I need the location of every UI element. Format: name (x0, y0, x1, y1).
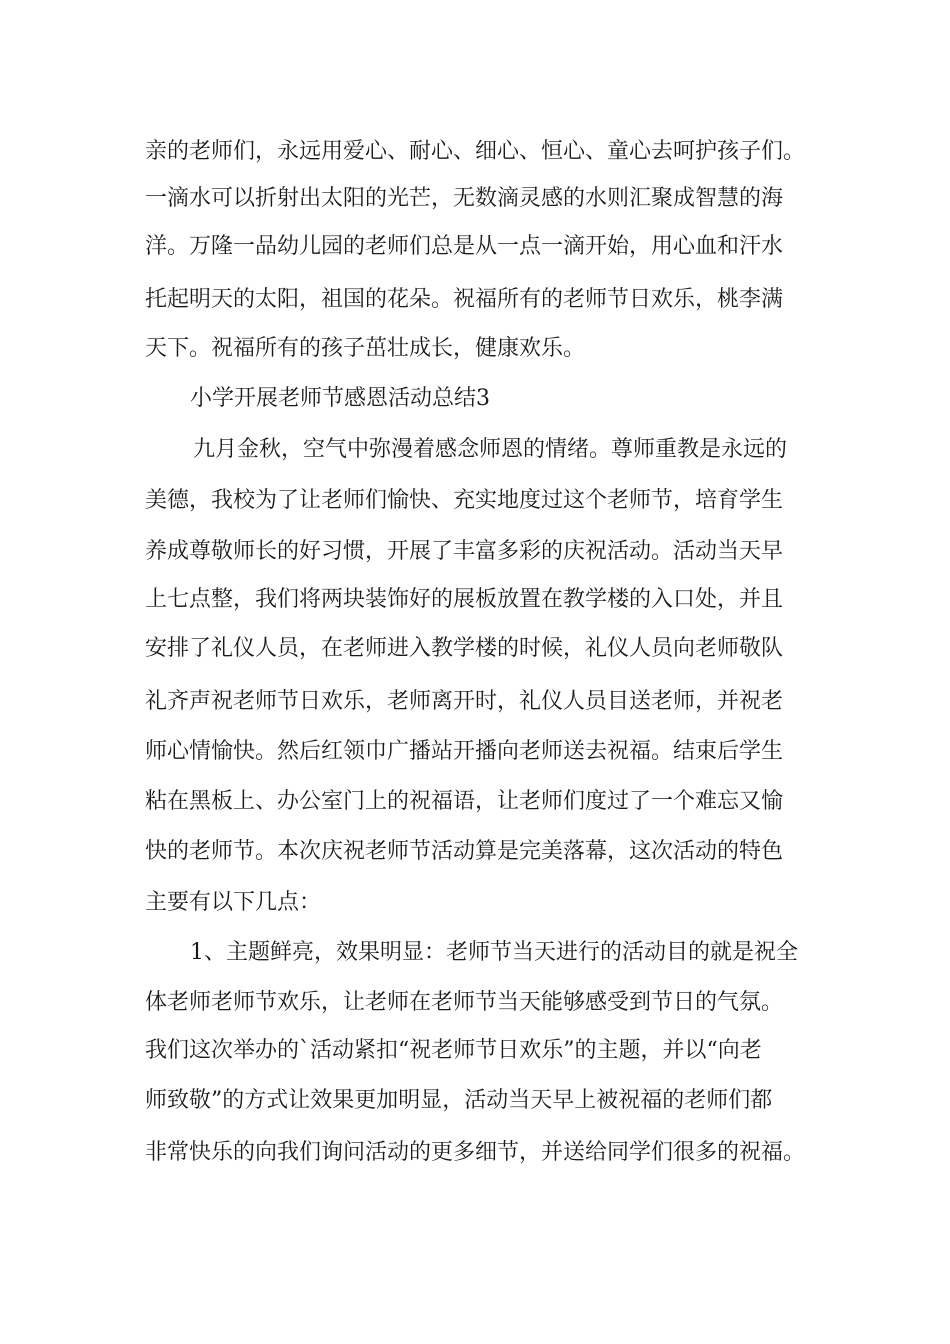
paragraph-2-line-2: 美德，我校为了让老师们愉快、充实地度过这个老师节，培育学生 (145, 488, 784, 513)
paragraph-3-line-3: 我们这次举办的`活动紧扣“祝老师节日欢乐”的主题，并以“向老 (145, 1038, 762, 1063)
paragraph-2-line-10: 主要有以下几点： (145, 890, 322, 915)
paragraph-2-line-9: 快的老师节。本次庆祝老师节活动算是完美落幕，这次活动的特色 (145, 839, 784, 864)
paragraph-3-line-5: 非常快乐的向我们询问活动的更多细节，并送给同学们很多的祝福。 (145, 1140, 806, 1165)
paragraph-2-line-7: 师心情愉快。然后红领巾广播站开播向老师送去祝福。结束后学生 (145, 739, 784, 764)
paragraph-2-line-5: 安排了礼仪人员，在老师进入教学楼的时候，礼仪人员向老师敬队 (145, 636, 784, 661)
paragraph-1-line-4: 托起明天的太阳，祖国的花朵。祝福所有的老师节日欢乐，桃李满 (145, 287, 784, 312)
paragraph-2-line-8: 粘在黑板上、办公室门上的祝福语，让老师们度过了一个难忘又愉 (145, 789, 784, 814)
paragraph-1-line-3: 洋。万隆一品幼儿园的老师们总是从一点一滴开始，用心血和汗水 (145, 234, 784, 259)
paragraph-3-line-1: 1、主题鲜亮，效果明显：老师节当天进行的活动目的就是祝全 (190, 940, 798, 965)
paragraph-3-line-2: 体老师老师节欢乐，让老师在老师节当天能够感受到节日的气氛。 (145, 990, 784, 1015)
section-heading: 小学开展老师节感恩活动总结3 (190, 386, 490, 411)
paragraph-2-line-1: 九月金秋，空气中弥漫着感念师恩的情绪。尊师重教是永远的 (193, 437, 788, 462)
paragraph-1-line-2: 一滴水可以折射出太阳的光芒，无数滴灵感的水则汇聚成智慧的海 (145, 186, 784, 211)
paragraph-1-line-5: 天下。祝福所有的孩子茁壮成长，健康欢乐。 (145, 336, 586, 361)
paragraph-2-line-6: 礼齐声祝老师节日欢乐，老师离开时，礼仪人员目送老师，并祝老 (145, 689, 784, 714)
paragraph-2-line-3: 养成尊敬师长的好习惯，开展了丰富多彩的庆祝活动。活动当天早 (145, 539, 784, 564)
paragraph-1-line-1: 亲的老师们，永远用爱心、耐心、细心、恒心、童心去呵护孩子们。 (145, 139, 806, 164)
paragraph-2-line-4: 上七点整，我们将两块装饰好的展板放置在教学楼的入口处，并且 (145, 587, 784, 612)
paragraph-3-line-4: 师致敬”的方式让效果更加明显，活动当天早上被祝福的老师们都 (145, 1088, 773, 1113)
